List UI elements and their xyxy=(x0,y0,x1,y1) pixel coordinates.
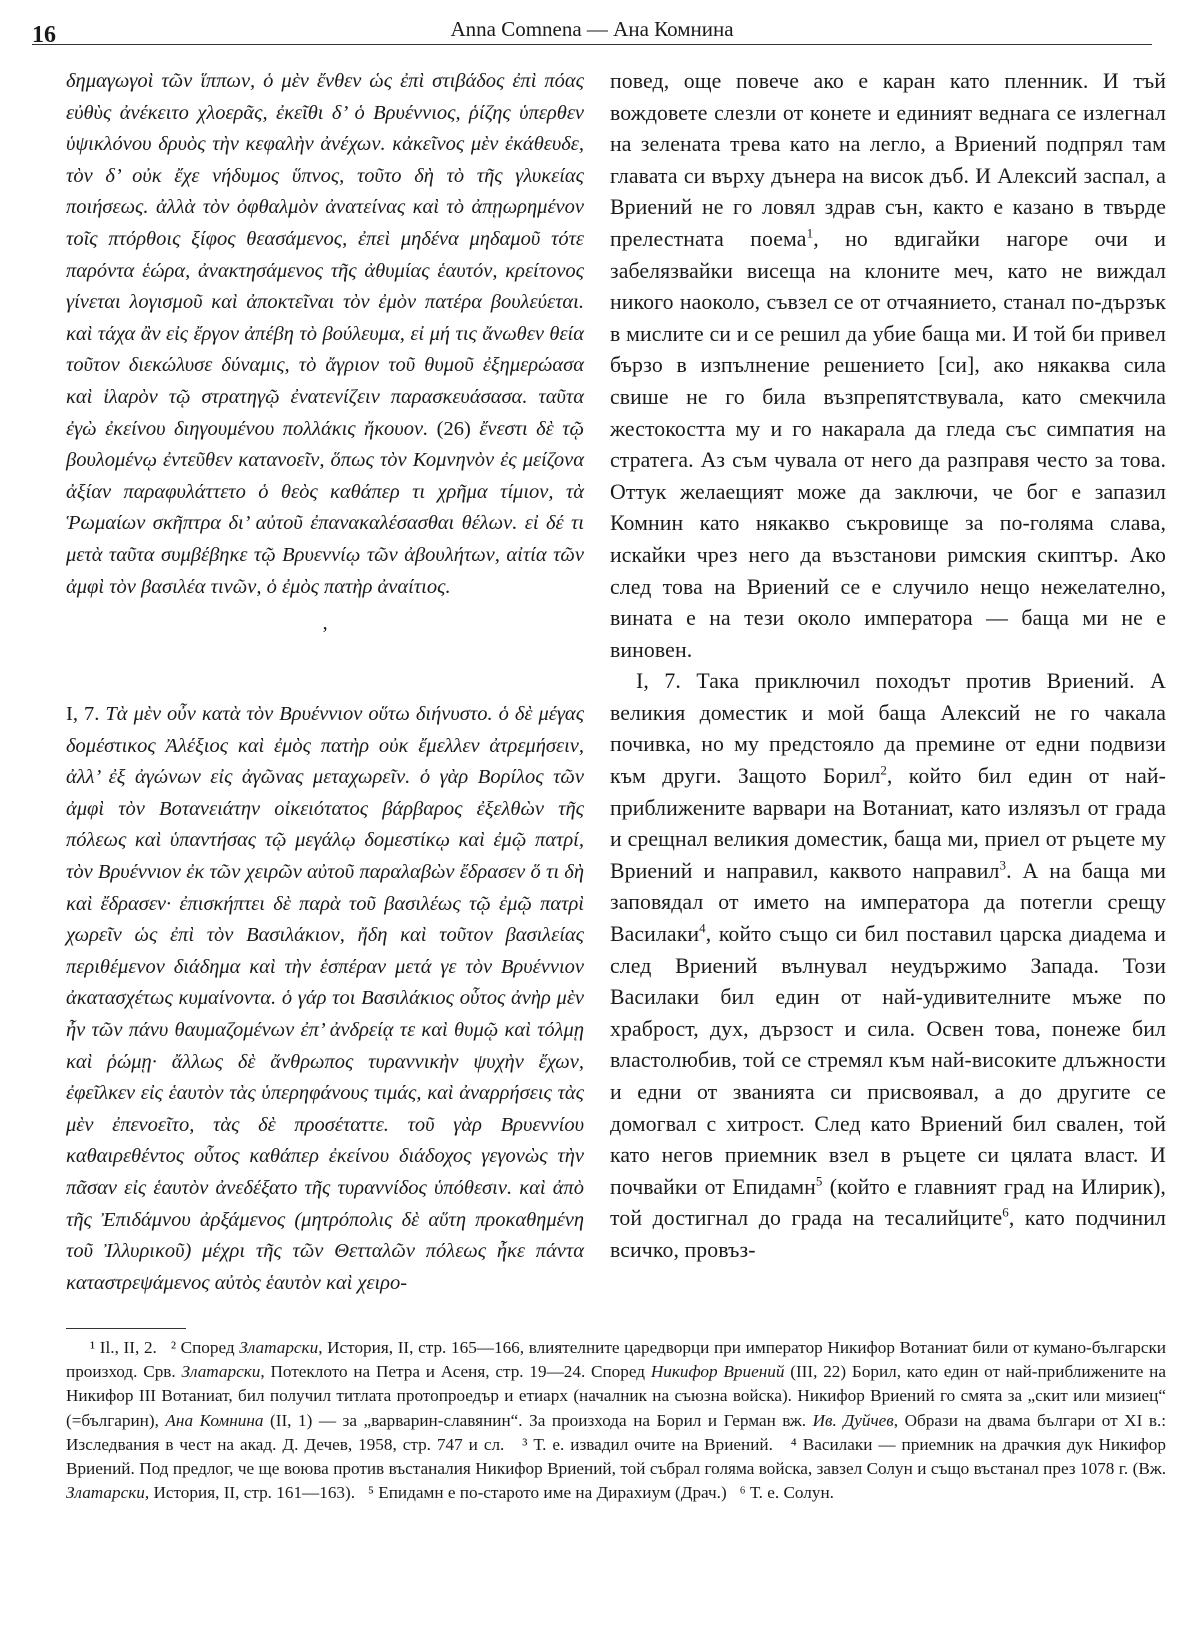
footnote-text: ² Според xyxy=(170,1338,240,1357)
footnote-ref: 1 xyxy=(806,225,814,241)
author-name: Ана Комнина xyxy=(165,1410,264,1430)
footnote-ref: 3 xyxy=(999,857,1007,873)
author-name: Златарски xyxy=(239,1338,319,1357)
bulgarian-paragraph-2 xyxy=(610,666,1166,1266)
greek-paragraph-2 xyxy=(66,699,584,1299)
footnote-text: , Потеклото на Петра и Асеня, стр. 19—24. Според xyxy=(260,1362,651,1382)
footnote-3: ³ Т. е. извадил очите на Вриений. xyxy=(522,1434,773,1454)
bulgarian-section-number: I, 7. xyxy=(636,669,681,694)
bulgarian-text: , който бил един от най-приближените варвари на Вотаниат, като излязъл от града и срещнал великия доместик, баща ми, приел от ръцете му Вриений и направил, каквото направил xyxy=(610,764,1166,883)
bulgarian-text: повед, още повече ако е каран като пленник. И тъй вождовете слезли от конете и единият веднага се излегнал на зелената трева като на легло, а Вриений подпрял там главата си върху дънера на висок дъб. И Алексий заспал, а Вриений не го ловял здрав сън, както е казано в твърде прелестната поема xyxy=(610,69,1166,251)
footnote-text: , Образи на двама българи от XI в.: Изследвания в чест на акад. Д. Дечев, 1958, стр. 747 и сл. xyxy=(66,1410,1167,1454)
author-name: Ив. Дуйчев xyxy=(812,1410,894,1430)
page-number: 16 xyxy=(32,22,56,48)
footnote-ref: 4 xyxy=(699,920,706,936)
bulgarian-text: . А на баща ми заповядал от името на императора да потегли срещу Василаки xyxy=(610,858,1166,947)
footnote-text: ⁴ Василаки — приемник на драчкия дук Никифор Вриений. Под предлог, че ще воюва против въстаналия Никифор Вриений, той събрал голяма войска, завзел Солун и също въстанал през 1078 г. (Вж. xyxy=(66,1434,1166,1479)
author-name: Златарски xyxy=(66,1483,145,1503)
greek-section-number: I, 7. xyxy=(66,703,100,726)
footnotes xyxy=(66,1336,1166,1505)
footnote-text: (III, 22) Борил, като един от най-приближените на Никифор III Вотаниат, бил получил титлата протопроедър и етиарх (началник на съюзна войска). Никифор Вриений го смята за „скит или мизиец“ (=българин), xyxy=(66,1362,1166,1430)
bulgarian-column xyxy=(610,66,1166,1267)
page-header xyxy=(32,14,1152,48)
footnote-5: ⁵ Епидамн е по-старото име на Дирахиум (Драч.) xyxy=(367,1483,727,1503)
footnote-text: (II, 1) — за „варварин-славянин“. За произхода на Борил и Герман вж. xyxy=(263,1410,813,1430)
footnote-ref: 6 xyxy=(1002,1205,1009,1221)
greek-text: δημαγωγοὶ τῶν ἵππων, ὁ μὲν ἔνθεν ὡς ἐπὶ στιβάδος ἐπὶ πόας εὐθὺς ἀνέκειτο χλοερᾶς, ἐκεῖθι δ’ ὁ Βρυέννιος, ῥίζης ὑπερθεν ὑψικλόνου δρυὸς τὴν κεφαλὴν ἀνέχων. κἀκεῖνος μὲν ἐκάθευδε, τὸν δ’ οὐκ ἔχε νήδυμος ὕπνος, τοῦτο δὴ τὸ τῆς γλυκείας ποιήσεως. ἀλλὰ τὸν ὀφθαλμὸν ἀνατείνας καὶ τὸ ἀπῃωρημένον τοῖς πτόρθοις ξίφος θεασάμενος, ἐπεὶ μηδένα μηδαμοῦ τότε παρόντα ἑώρα, ἀνακτησάμενος τῆς ἀθυμίας ἑαυτόν, κρείτονος γίνεται λογισμοῦ καὶ ἀποκτεῖναι τὸν ἐμὸν πατέρα βουλεύεται. καὶ τάχα ἂν εἰς ἔργον ἀπέβη τὸ βούλευμα, εἰ μή τις ἄνωθεν θεία τοῦτον διεκώλυσε δύναμις, τὸ ἄγριον τοῦ θυμοῦ ἐξημερώασα καὶ ἱλαρὸν τῷ στρατηγῷ ἐνατενίζειν παρασκευάσασα. ταῦτα ἐγὼ ἐκείνου διηγουμένου πολλάκις ἤκουον. xyxy=(66,70,584,440)
footnote-ref: 2 xyxy=(880,762,887,778)
footnote-ref: 5 xyxy=(815,1173,823,1189)
footnote-block xyxy=(66,1336,1166,1505)
running-title: Anna Comnena — Ана Комнина xyxy=(450,17,734,41)
greek-column xyxy=(66,66,584,1299)
bulgarian-text: Така приключил походът против Вриений. А великия доместик и мой баща Алексий не го чакала почивка, но му предстояло да премине от едни подвизи към други. Защото Борил xyxy=(610,669,1166,789)
author-name: Никифор Вриений xyxy=(650,1362,785,1382)
footnote-text: , История, II, стр. 161—163). xyxy=(144,1483,356,1503)
greek-chapter-marker: (26) xyxy=(436,417,471,440)
footnote-text: , История, II, стр. 165—166, влиятелните царедворци при император Никифор Вотаниат били от кумано-български произход. Срв. xyxy=(66,1338,1167,1382)
bulgarian-text: , който също си бил поставил царска диадема и след Вриений вълнувал неудържимо Запада. Този Василаки бил един от най-удивителните мъже по храброст, дух, дързост и сила. Освен това, понеже бил властолюбив, той се стремял към най-високите длъжности и едни от званията си присвоявал, а до другите се домогвал с хитрост. След като Вриений бил свален, той като негов приемник взел в ръцете си цялата власт. И почвайки от Епидамн xyxy=(610,922,1166,1199)
footnote-1: ¹ Il., II, 2. xyxy=(90,1338,157,1357)
separator-mark: ‚ xyxy=(321,612,329,635)
bulgarian-text: (който е главният град на Илирик), той достигнал до града на тесалийците xyxy=(610,1174,1166,1231)
greek-text: Τὰ μὲν οὖν κατὰ τὸν Βρυέννιον οὕτω διήνυστο. ὁ δὲ μέγας δομέστικος Ἀλέξιος καὶ ἐμὸς πατὴρ οὐκ ἔμελλεν ἀτρεμήσειν, ἀλλ’ ἐξ ἀγώνων εἰς ἀγῶνας μεταχωρεῖν. ὁ γὰρ Βορίλος τῶν ἀμφὶ τὸν Βοτανειάτην οἰκειότατος βάρβαρος ἐξελθὼν τῆς πόλεως καὶ ὑπαντήσας τῷ μεγάλῳ δομεστίκῳ καὶ ἐμῷ πατρί, τὸν Βρυέννιον ἐκ τῶν χειρῶν αὐτοῦ παραλαβὼν ἔδρασεν ὅ τι δὴ καὶ ἔδρασεν· ἐπισκήπτει δὲ παρὰ τοῦ βασιλέως τῷ ἐμῷ πατρὶ χωρεῖν ὡς ἐπὶ τὸν Βασιλάκιον, ἤδη καὶ τοῦτον βασιλείας περιθέμενον διάδημα καὶ τὴν ἑσπέραν μετά γε τὸν Βρυέννιον ἀκατασχέτως κυμαίνοντα. ὁ γάρ τοι Βασιλάκιος οὗτος ἀνὴρ μὲν ἦν τῶν πάνυ θαυμαζομένων ἐπ’ ἀνδρείᾳ τε καὶ θυμῷ καὶ τόλμῃ καὶ ῥώμῃ· ἄλλως δὲ ἄνθρωπος τυραννικὴν ψυχὴν ἔχων, ἐφεῖλκεν εἰς ἑαυτὸν τὰς ὑπερηφάνους τιμάς, καὶ ἀναρρήσεις τὰς μὲν ἐπενοεῖτο, τὰς δὲ προσέταττε. τοῦ γὰρ Βρυεννίου καθαιρεθέντος οὗτος καθάπερ ἐκείνου διάδοχος γεγονὼς τὴν πᾶσαν εἰς ἑαυτὸν ἀνεδέξατο τῆς τυραννίδος ὑπόθεσιν. καὶ ἀπὸ τῆς Ἐπιδάμνου ἀρξάμενος (μητρόπολις δὲ αὕτη προκαθημένη τοῦ Ἰλλυρικοῦ) μέχρι τῆς τῶν Θετταλῶν πόλεως ἦκε πάντα καταστρεψάμενος αὐτὸς ἑαυτὸν καὶ χειρο- xyxy=(66,703,585,1294)
bulgarian-paragraph-1 xyxy=(610,66,1166,666)
greek-text: ἔνεστι δὲ τῷ βουλομένῳ ἐντεῦθεν κατανοεῖν, ὅπως τὸν Κομνηνὸν ἐς μείζονα ἀξίαν παραφυλάττετο ὁ θεὸς καθάπερ τι χρῆμα τίμιον, τὰ Ῥωμαίων σκῆπτρα δι’ αὐτοῦ ἐπανακαλέσασθαι θέλων. εἰ δέ τι μετὰ ταῦτα συμβέβηκε τῷ Βρυεννίῳ τῶν ἀβουλήτων, αἰτία τῶν ἀμφὶ τὸν βασιλέα τινῶν, ὁ ἐμὸς πατὴρ ἀναίτιος. xyxy=(66,417,585,598)
footnote-divider xyxy=(66,1328,186,1329)
bulgarian-text: , но вдигайки нагоре очи и забелязвайки висеща на клоните меч, като не виждал никого наоколо, съвзел се от отчаянието, станал по-дързък в мислите си и се решил да убие баща ми. И той би привел бързо в изпълнение решението [си], ако някаква сила свише не го била възпрепятствувала, като смекчила жестокостта му и го накарала да гледа със симпатия на стратега. Аз съм чувала от него да разправя често за това. Оттук желаещият може да заключи, че бог е запазил Комнин като някакво съкровище за по-голяма слава, искайки чрез него да възстанови римския скиптър. Ако след това на Вриений се е случило нещо нежелателно, вината е на тези около императора — баща ми не е виновен. xyxy=(610,226,1167,662)
greek-paragraph-1 xyxy=(66,66,584,603)
footnote-6: ⁶ Т. е. Солун. xyxy=(739,1483,834,1503)
author-name: Златарски xyxy=(181,1362,261,1382)
bulgarian-text: , като подчинил всичко, провъз- xyxy=(610,1206,1166,1262)
